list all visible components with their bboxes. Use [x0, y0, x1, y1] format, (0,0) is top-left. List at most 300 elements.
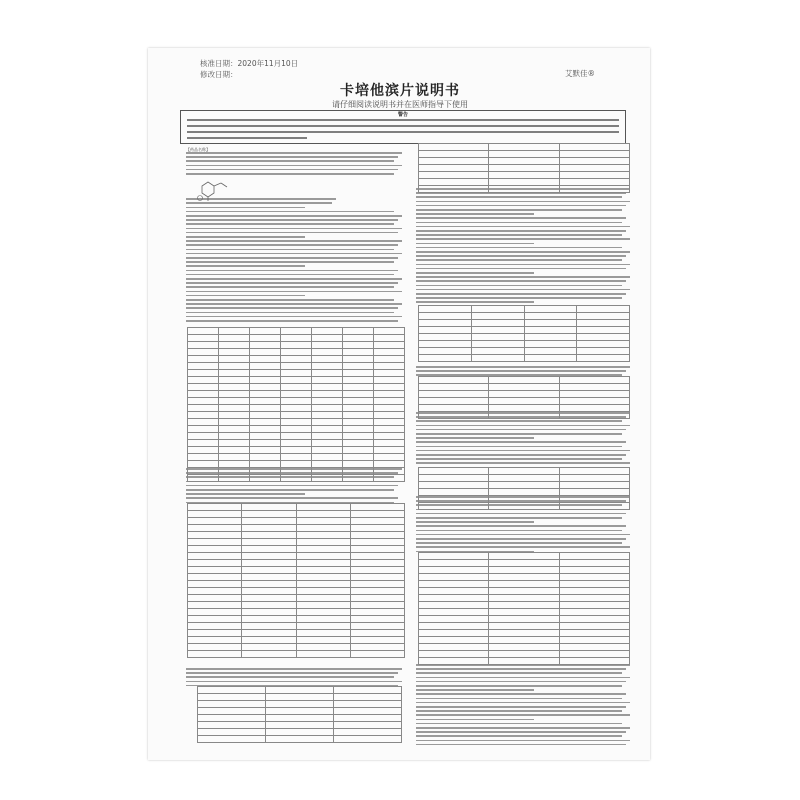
table-cell [188, 511, 242, 518]
table-cell [334, 708, 402, 715]
table-cell [343, 342, 374, 349]
table-row [419, 355, 630, 362]
table-cell [281, 384, 312, 391]
table-cell [188, 574, 242, 581]
table-cell [281, 440, 312, 447]
table-cell [242, 518, 296, 525]
table-cell [296, 623, 350, 630]
table-row [188, 454, 405, 461]
table-cell [266, 722, 334, 729]
table-cell [219, 356, 250, 363]
table-row [419, 609, 630, 616]
table-row [198, 687, 402, 694]
table-cell [343, 349, 374, 356]
table-cell [489, 377, 559, 384]
table-cell [419, 482, 489, 489]
table-cell [188, 335, 219, 342]
table-cell [188, 363, 219, 370]
table-cell [559, 496, 629, 503]
table-cell [559, 144, 629, 151]
table-cell [188, 461, 219, 468]
table-cell [524, 348, 577, 355]
table-cell [312, 454, 343, 461]
table-cell [219, 419, 250, 426]
table-cell [188, 454, 219, 461]
table-row [419, 405, 630, 412]
table-cell [419, 398, 489, 405]
table-row [419, 384, 630, 391]
table-cell [577, 306, 630, 313]
section-drug-name: 【药品名称】 [186, 147, 210, 152]
table-cell [374, 426, 405, 433]
table-cell [343, 475, 374, 482]
table-cell [198, 701, 266, 708]
table-cell [188, 525, 242, 532]
table-cell [559, 179, 629, 186]
text-line [416, 517, 622, 519]
table-row [188, 384, 405, 391]
right-table-1 [418, 143, 630, 193]
table-cell [350, 616, 404, 623]
adverse-events-table [418, 552, 630, 665]
table-cell [250, 447, 281, 454]
text-line [416, 681, 626, 683]
table-row [188, 349, 405, 356]
table-cell [343, 447, 374, 454]
text-line [186, 286, 394, 288]
table-cell [489, 567, 559, 574]
table-cell [350, 511, 404, 518]
table-cell [188, 588, 242, 595]
text-line [416, 530, 622, 532]
table-cell [219, 384, 250, 391]
table-cell [559, 630, 629, 637]
table-cell [188, 384, 219, 391]
table-cell [489, 475, 559, 482]
table-cell [350, 637, 404, 644]
text-line [416, 293, 626, 295]
table-cell [489, 412, 559, 419]
table-cell [374, 440, 405, 447]
text-line [186, 215, 402, 217]
table-cell [296, 595, 350, 602]
table-cell [489, 496, 559, 503]
table-cell [350, 539, 404, 546]
table-cell [489, 651, 559, 658]
table-cell [219, 468, 250, 475]
table-cell [350, 651, 404, 658]
text-line [186, 320, 398, 322]
text-line [416, 205, 626, 207]
table-cell [296, 581, 350, 588]
text-line [416, 546, 630, 548]
table-cell [219, 475, 250, 482]
table-cell [281, 370, 312, 377]
table-cell [374, 412, 405, 419]
table-row [419, 623, 630, 630]
text-line [186, 207, 305, 209]
table-cell [419, 553, 489, 560]
table-cell [296, 539, 350, 546]
table-cell [559, 405, 629, 412]
text-line [186, 261, 394, 263]
table-cell [489, 602, 559, 609]
table-cell [188, 560, 242, 567]
table-cell [266, 736, 334, 743]
table-cell [343, 363, 374, 370]
text-line [416, 740, 630, 742]
approval-date: 核准日期：2020年11月10日 [200, 59, 299, 68]
text-line [416, 243, 534, 245]
table-cell [374, 468, 405, 475]
text-line [416, 201, 630, 203]
table-cell [188, 475, 219, 482]
table-cell [489, 658, 559, 665]
table-cell [559, 377, 629, 384]
table-cell [242, 595, 296, 602]
table-cell [312, 356, 343, 363]
table-cell [242, 630, 296, 637]
text-line [416, 689, 534, 691]
table-cell [312, 349, 343, 356]
text-line [186, 228, 402, 230]
text-line [416, 226, 630, 228]
table-cell [350, 644, 404, 651]
right-table-3 [418, 376, 630, 419]
table-cell [188, 412, 219, 419]
brand-mark: 艾默佳® [565, 69, 595, 78]
table-cell [343, 370, 374, 377]
table-row [419, 567, 630, 574]
table-cell [419, 651, 489, 658]
table-cell [296, 546, 350, 553]
table-row [419, 377, 630, 384]
table-cell [419, 306, 472, 313]
table-row [188, 433, 405, 440]
text-line [186, 211, 394, 213]
table-cell [219, 454, 250, 461]
table-cell [281, 377, 312, 384]
table-cell [489, 158, 559, 165]
text-line [416, 285, 622, 287]
table-cell [188, 419, 219, 426]
text-line [186, 165, 402, 167]
table-cell [471, 348, 524, 355]
table-cell [242, 560, 296, 567]
table-row [188, 581, 405, 588]
table-cell [188, 532, 242, 539]
table-cell [374, 475, 405, 482]
table-cell [281, 475, 312, 482]
table-row [188, 342, 405, 349]
table-cell [559, 644, 629, 651]
table-cell [188, 440, 219, 447]
table-cell [374, 419, 405, 426]
revision-date: 修改日期： [200, 70, 238, 79]
table-row [188, 567, 405, 574]
table-cell [219, 335, 250, 342]
table-cell [198, 722, 266, 729]
table-cell [559, 482, 629, 489]
table-cell [419, 581, 489, 588]
table-cell [577, 341, 630, 348]
table-cell [419, 496, 489, 503]
table-cell [489, 623, 559, 630]
table-cell [242, 504, 296, 511]
table-cell [296, 504, 350, 511]
text-line [186, 240, 402, 242]
dose-table-2 [187, 404, 405, 482]
table-cell [489, 151, 559, 158]
table-cell [343, 328, 374, 335]
table-cell [524, 313, 577, 320]
table-cell [281, 349, 312, 356]
text-line [416, 437, 534, 439]
text-line [416, 234, 622, 236]
table-cell [489, 391, 559, 398]
text-line [416, 744, 626, 746]
table-cell [281, 419, 312, 426]
table-cell [524, 334, 577, 341]
table-cell [419, 503, 489, 510]
table-cell [559, 172, 629, 179]
text-line [416, 454, 626, 456]
table-cell [219, 440, 250, 447]
table-cell [188, 616, 242, 623]
table-cell [343, 335, 374, 342]
table-row [198, 701, 402, 708]
table-cell [242, 616, 296, 623]
text-line [186, 160, 394, 162]
text-line [186, 668, 402, 670]
text-line [186, 156, 398, 158]
table-cell [296, 574, 350, 581]
table-cell [419, 165, 489, 172]
table-row [198, 729, 402, 736]
table-cell [281, 356, 312, 363]
table-cell [250, 419, 281, 426]
table-cell [242, 532, 296, 539]
table-row [419, 320, 630, 327]
table-row [188, 363, 405, 370]
table-cell [296, 560, 350, 567]
table-cell [374, 349, 405, 356]
table-cell [281, 328, 312, 335]
table-cell [242, 525, 296, 532]
text-line [186, 274, 394, 276]
text-line [186, 676, 394, 678]
table-cell [350, 630, 404, 637]
table-row [198, 715, 402, 722]
table-cell [489, 405, 559, 412]
text-line [416, 714, 630, 716]
table-cell [419, 348, 472, 355]
table-cell [242, 574, 296, 581]
table-row [188, 560, 405, 567]
table-cell [419, 475, 489, 482]
text-line [416, 727, 630, 729]
table-cell [188, 609, 242, 616]
table-cell [350, 581, 404, 588]
table-cell [559, 165, 629, 172]
text-line [186, 270, 398, 272]
table-cell [343, 440, 374, 447]
table-cell [188, 447, 219, 454]
table-row [419, 581, 630, 588]
table-cell [374, 377, 405, 384]
table-cell [312, 412, 343, 419]
table-cell [296, 518, 350, 525]
toxicity-table [187, 503, 405, 658]
table-cell [343, 356, 374, 363]
table-row [198, 736, 402, 743]
table-row [188, 504, 405, 511]
table-cell [312, 433, 343, 440]
table-cell [419, 560, 489, 567]
text-line [416, 425, 630, 427]
table-row [188, 574, 405, 581]
table-row [419, 602, 630, 609]
table-cell [219, 391, 250, 398]
table-cell [419, 313, 472, 320]
document-subtitle: 请仔细阅读说明书并在医师指导下使用 [332, 100, 468, 109]
text-line [416, 677, 630, 679]
table-cell [250, 328, 281, 335]
table-cell [219, 461, 250, 468]
table-row [419, 327, 630, 334]
table-cell [489, 468, 559, 475]
table-cell [559, 151, 629, 158]
table-cell [559, 553, 629, 560]
table-cell [489, 165, 559, 172]
table-cell [312, 447, 343, 454]
table-cell [350, 518, 404, 525]
table-cell [559, 391, 629, 398]
table-cell [281, 363, 312, 370]
document-title: 卡培他滨片说明书 [340, 83, 460, 99]
table-cell [489, 553, 559, 560]
table-cell [296, 630, 350, 637]
table-cell [250, 377, 281, 384]
dose-table-1 [187, 327, 405, 405]
table-cell [281, 433, 312, 440]
text-line [416, 272, 534, 274]
table-cell [343, 468, 374, 475]
table-cell [250, 440, 281, 447]
table-cell [188, 630, 242, 637]
table-cell [250, 405, 281, 412]
table-cell [198, 729, 266, 736]
table-cell [312, 419, 343, 426]
table-cell [471, 313, 524, 320]
table-cell [350, 567, 404, 574]
table-cell [419, 637, 489, 644]
table-cell [419, 609, 489, 616]
table-cell [242, 567, 296, 574]
table-cell [281, 447, 312, 454]
table-cell [471, 341, 524, 348]
dose-adjust-table [197, 686, 402, 743]
table-row [419, 553, 630, 560]
table-cell [559, 489, 629, 496]
table-cell [242, 539, 296, 546]
table-cell [374, 405, 405, 412]
table-cell [559, 412, 629, 419]
table-cell [419, 567, 489, 574]
text-line [416, 706, 626, 708]
text-line [186, 236, 305, 238]
table-cell [188, 370, 219, 377]
table-row [419, 630, 630, 637]
table-cell [419, 377, 489, 384]
table-cell [242, 546, 296, 553]
table-cell [559, 602, 629, 609]
table-cell [242, 637, 296, 644]
table-cell [419, 320, 472, 327]
text-line [416, 268, 626, 270]
text-line [416, 259, 622, 261]
text-line [416, 255, 626, 257]
table-row [419, 560, 630, 567]
table-row [188, 616, 405, 623]
table-cell [250, 349, 281, 356]
text-line [416, 230, 626, 232]
text-line [186, 265, 305, 267]
table-cell [266, 687, 334, 694]
table-cell [281, 461, 312, 468]
table-cell [350, 553, 404, 560]
table-cell [250, 384, 281, 391]
table-cell [250, 433, 281, 440]
table-cell [343, 384, 374, 391]
table-row [188, 377, 405, 384]
table-cell [250, 363, 281, 370]
table-row [419, 595, 630, 602]
table-cell [334, 701, 402, 708]
table-cell [577, 320, 630, 327]
table-row [188, 602, 405, 609]
table-row [419, 588, 630, 595]
text-line [416, 196, 622, 198]
table-cell [219, 370, 250, 377]
table-cell [559, 186, 629, 193]
table-cell [577, 348, 630, 355]
table-cell [559, 595, 629, 602]
table-cell [350, 574, 404, 581]
table-cell [524, 327, 577, 334]
table-cell [219, 342, 250, 349]
table-cell [266, 694, 334, 701]
table-row [188, 440, 405, 447]
table-row [419, 144, 630, 151]
table-row [419, 341, 630, 348]
text-line [186, 312, 394, 314]
table-cell [374, 335, 405, 342]
table-cell [312, 475, 343, 482]
text-line [186, 249, 394, 251]
text-line [416, 370, 626, 372]
table-row [188, 405, 405, 412]
text-line [186, 299, 394, 301]
table-cell [266, 701, 334, 708]
table-cell [489, 609, 559, 616]
boxed-warning [180, 110, 626, 144]
table-cell [242, 511, 296, 518]
table-cell [419, 405, 489, 412]
table-cell [188, 539, 242, 546]
table-cell [559, 503, 629, 510]
table-cell [374, 363, 405, 370]
